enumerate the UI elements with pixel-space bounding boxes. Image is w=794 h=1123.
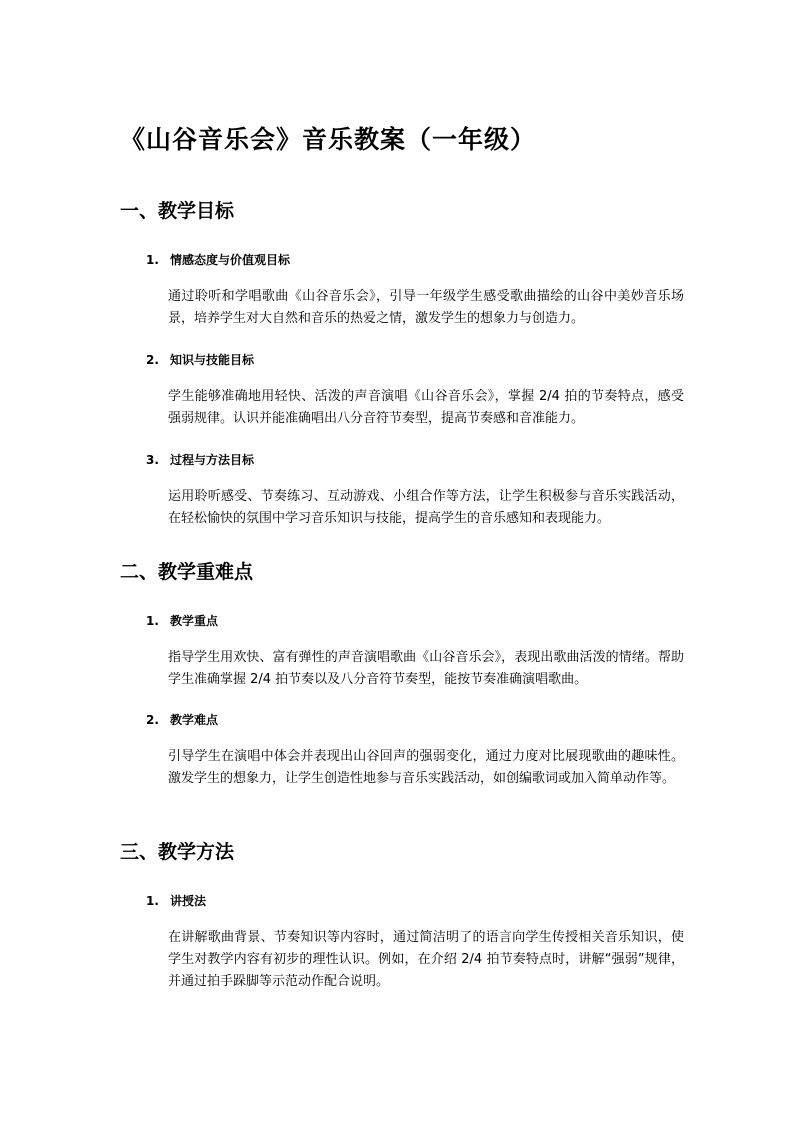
- item-number: 2.: [146, 353, 159, 367]
- item-label: 讲授法: [170, 894, 207, 908]
- item-number: 1.: [146, 253, 159, 267]
- item-text: 在讲解歌曲背景、节奏知识等内容时，通过简洁明了的语言向学生传授相关音乐知识，使学生对教学内容有初步的理性认识。例如，在介绍 2/4 拍节奏特点时，讲解“强弱”规律，并通过拍手跺脚等示范动作配合说明。: [168, 930, 684, 989]
- item-text: 运用聆听感受、节奏练习、互动游戏、小组合作等方法，让学生积极参与音乐实践活动，在轻松愉快的氛围中学习音乐知识与技能，提高学生的音乐感知和表现能力。: [168, 489, 684, 526]
- section-heading: 一、教学目标: [120, 200, 235, 222]
- document-title: 《山谷音乐会》音乐教案（一年级）: [120, 125, 537, 154]
- item-text: 指导学生用欢快、富有弹性的声音演唱歌曲《山谷音乐会》，表现出歌曲活泼的情绪。帮助学生准确掌握 2/4 拍节奏以及八分音符节奏型，能按节奏准确演唱歌曲。: [168, 650, 684, 687]
- item-label: 教学重点: [170, 614, 219, 628]
- item-label: 教学难点: [170, 713, 219, 727]
- section-teaching-goals: [120, 197, 720, 526]
- item-label: 情感态度与价值观目标: [170, 253, 291, 267]
- item-label: 过程与方法目标: [170, 453, 255, 467]
- section-heading: 二、教学重难点: [120, 561, 254, 583]
- item-text: 通过聆听和学唱歌曲《山谷音乐会》，引导一年级学生感受歌曲描绘的山谷中美妙音乐场景，培养学生对大自然和音乐的热爱之情，激发学生的想象力与创造力。: [168, 289, 684, 326]
- section-key-difficult-points: [120, 558, 720, 786]
- section-teaching-methods: [120, 838, 720, 989]
- list-item: [146, 892, 706, 993]
- item-text: 引导学生在演唱中体会并表现出山谷回声的强弱变化，通过力度对比展现歌曲的趣味性。激发学生的想象力，让学生创造性地参与音乐实践活动，如创编歌词或加入简单动作等。: [168, 749, 684, 786]
- item-number: 3.: [146, 453, 159, 467]
- item-label: 知识与技能目标: [170, 353, 255, 367]
- item-number: 1.: [146, 614, 159, 628]
- list-item: [146, 451, 706, 530]
- section-heading: 三、教学方法: [120, 841, 235, 863]
- item-number: 2.: [146, 713, 159, 727]
- item-text: 学生能够准确地用轻快、活泼的声音演唱《山谷音乐会》，掌握 2/4 拍的节奏特点，感受强弱规律。认识并能准确唱出八分音符节奏型，提高节奏感和音准能力。: [168, 389, 684, 426]
- list-item: [146, 612, 706, 691]
- item-number: 1.: [146, 894, 159, 908]
- list-item: [146, 251, 706, 330]
- list-item: [146, 351, 706, 430]
- list-item: [146, 711, 706, 790]
